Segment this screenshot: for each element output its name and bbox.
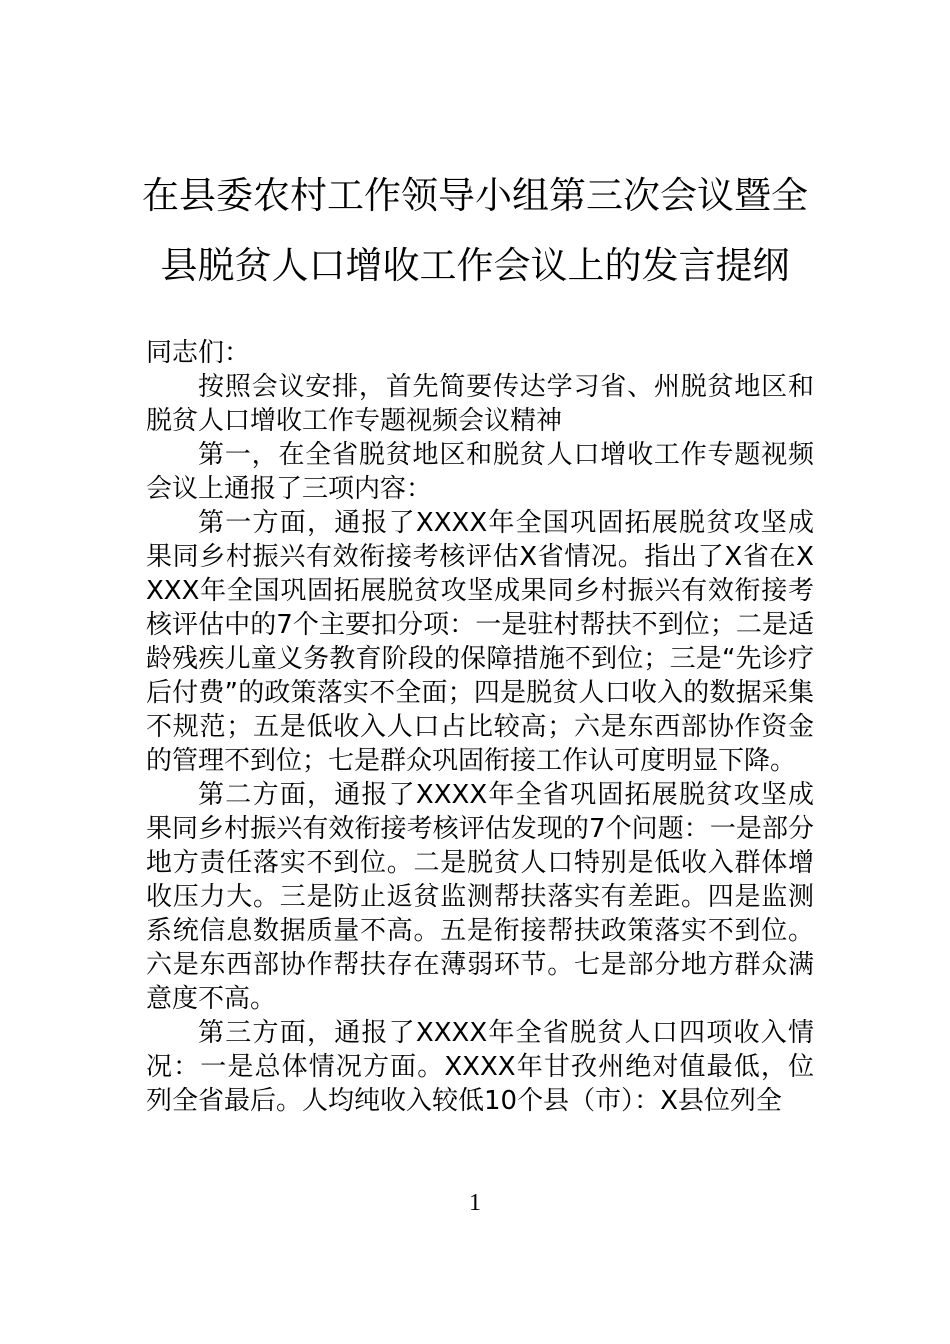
paragraph: 第一方面，通报了XXXX年全国巩固拓展脱贫攻坚成果同乡村振兴有效衔接考核评估X省情况。指出了X省在XXXX年全国巩固拓展脱贫攻坚成果同乡村振兴有效衔接考核评估中的7个主要扣分项：一是驻村帮扶不到位；二是适龄残疾儿童义务教育阶段的保障措施不到位；三是“先诊疗后付费”的政策落实不全面；四是脱贫人口收入的数据采集不规范；五是低收入人口占比较高；六是东西部协作资金的管理不到位；七是群众巩固衔接工作认可度明显下降。	[146, 508, 814, 776]
document-title-line-2: 县脱贫人口增收工作会议上的发言提纲	[160, 244, 790, 287]
paragraph: 第一，在全省脱贫地区和脱贫人口增收工作专题视频会议上通报了三项内容：	[146, 440, 814, 504]
page-number: 1	[469, 1190, 481, 1216]
document-title-line-1: 在县委农村工作领导小组第三次会议暨全	[142, 174, 808, 217]
document-body	[146, 370, 814, 1118]
paragraph: 第三方面，通报了XXXX年全省脱贫人口四项收入情况：一是总体情况方面。XXXX年甘孜州绝对值最低，位列全省最后。人均纯收入较低10个县（市）：X县位列全	[146, 1018, 814, 1116]
greeting: 同志们：	[146, 338, 251, 368]
paragraph: 按照会议安排，首先简要传达学习省、州脱贫地区和脱贫人口增收工作专题视频会议精神	[146, 372, 814, 436]
paragraph: 第二方面，通报了XXXX年全省巩固拓展脱贫攻坚成果同乡村振兴有效衔接考核评估发现的7个问题：一是部分地方责任落实不到位。二是脱贫人口特别是低收入群体增收压力大。三是防止返贫监测帮扶落实有差距。四是监测系统信息数据质量不高。五是衔接帮扶政策落实不到位。六是东西部协作帮扶存在薄弱环节。七是部分地方群众满意度不高。	[146, 780, 814, 1014]
